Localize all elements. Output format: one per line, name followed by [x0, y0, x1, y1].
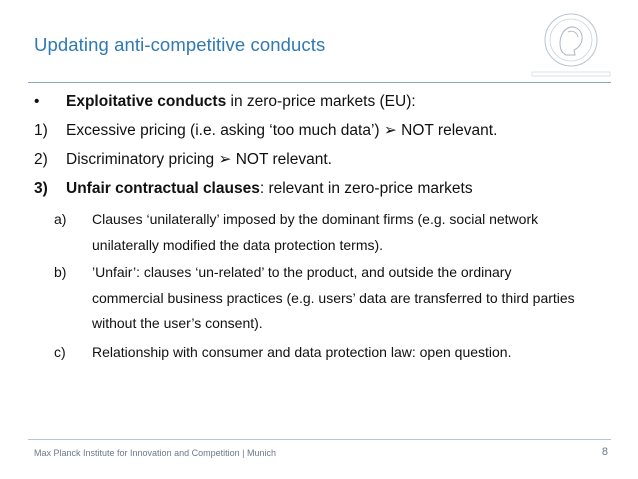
- subitem-text: ’Unfair’: clauses ‘un-related’ to the product, and outside the ordinary: [92, 264, 512, 280]
- footer-text: Max Planck Institute for Innovation and Competition | Munich: [34, 448, 276, 458]
- subitem-text: unilaterally modified the data protection terms).: [92, 237, 384, 253]
- subitem-marker: a): [54, 211, 67, 227]
- item-number: 1): [34, 122, 48, 139]
- title-divider: [28, 82, 611, 83]
- max-planck-logo: [528, 8, 614, 80]
- item-text: : relevant in zero-price markets: [259, 180, 473, 197]
- subitem-marker: c): [54, 344, 66, 360]
- subitem-marker: b): [54, 264, 67, 280]
- page-number: 8: [601, 446, 608, 458]
- item-text: Discriminatory pricing ➢ NOT relevant.: [66, 151, 332, 168]
- slide-title: Updating anti-competitive conducts: [34, 34, 326, 55]
- bold-term: Unfair contractual clauses: [66, 180, 260, 197]
- subitem-text: Relationship with consumer and data protection law: open question.: [92, 344, 512, 360]
- bold-term: Exploitative conducts: [66, 93, 227, 110]
- item-text: in zero-price markets (EU):: [226, 93, 416, 110]
- subitem-text: Clauses ‘unilaterally’ imposed by the dominant firms (e.g. social network: [92, 211, 539, 227]
- item-number: 3): [34, 180, 48, 197]
- subitem-text: without the user’s consent).: [92, 315, 263, 331]
- item-text: Excessive pricing (i.e. asking ‘too much data’) ➢ NOT relevant.: [66, 122, 498, 139]
- bullet-marker: •: [34, 93, 40, 110]
- subitem-text: commercial business practices (e.g. users’ data are transferred to third parties: [92, 290, 575, 306]
- item-number: 2): [34, 151, 48, 168]
- footer-divider: [28, 439, 611, 440]
